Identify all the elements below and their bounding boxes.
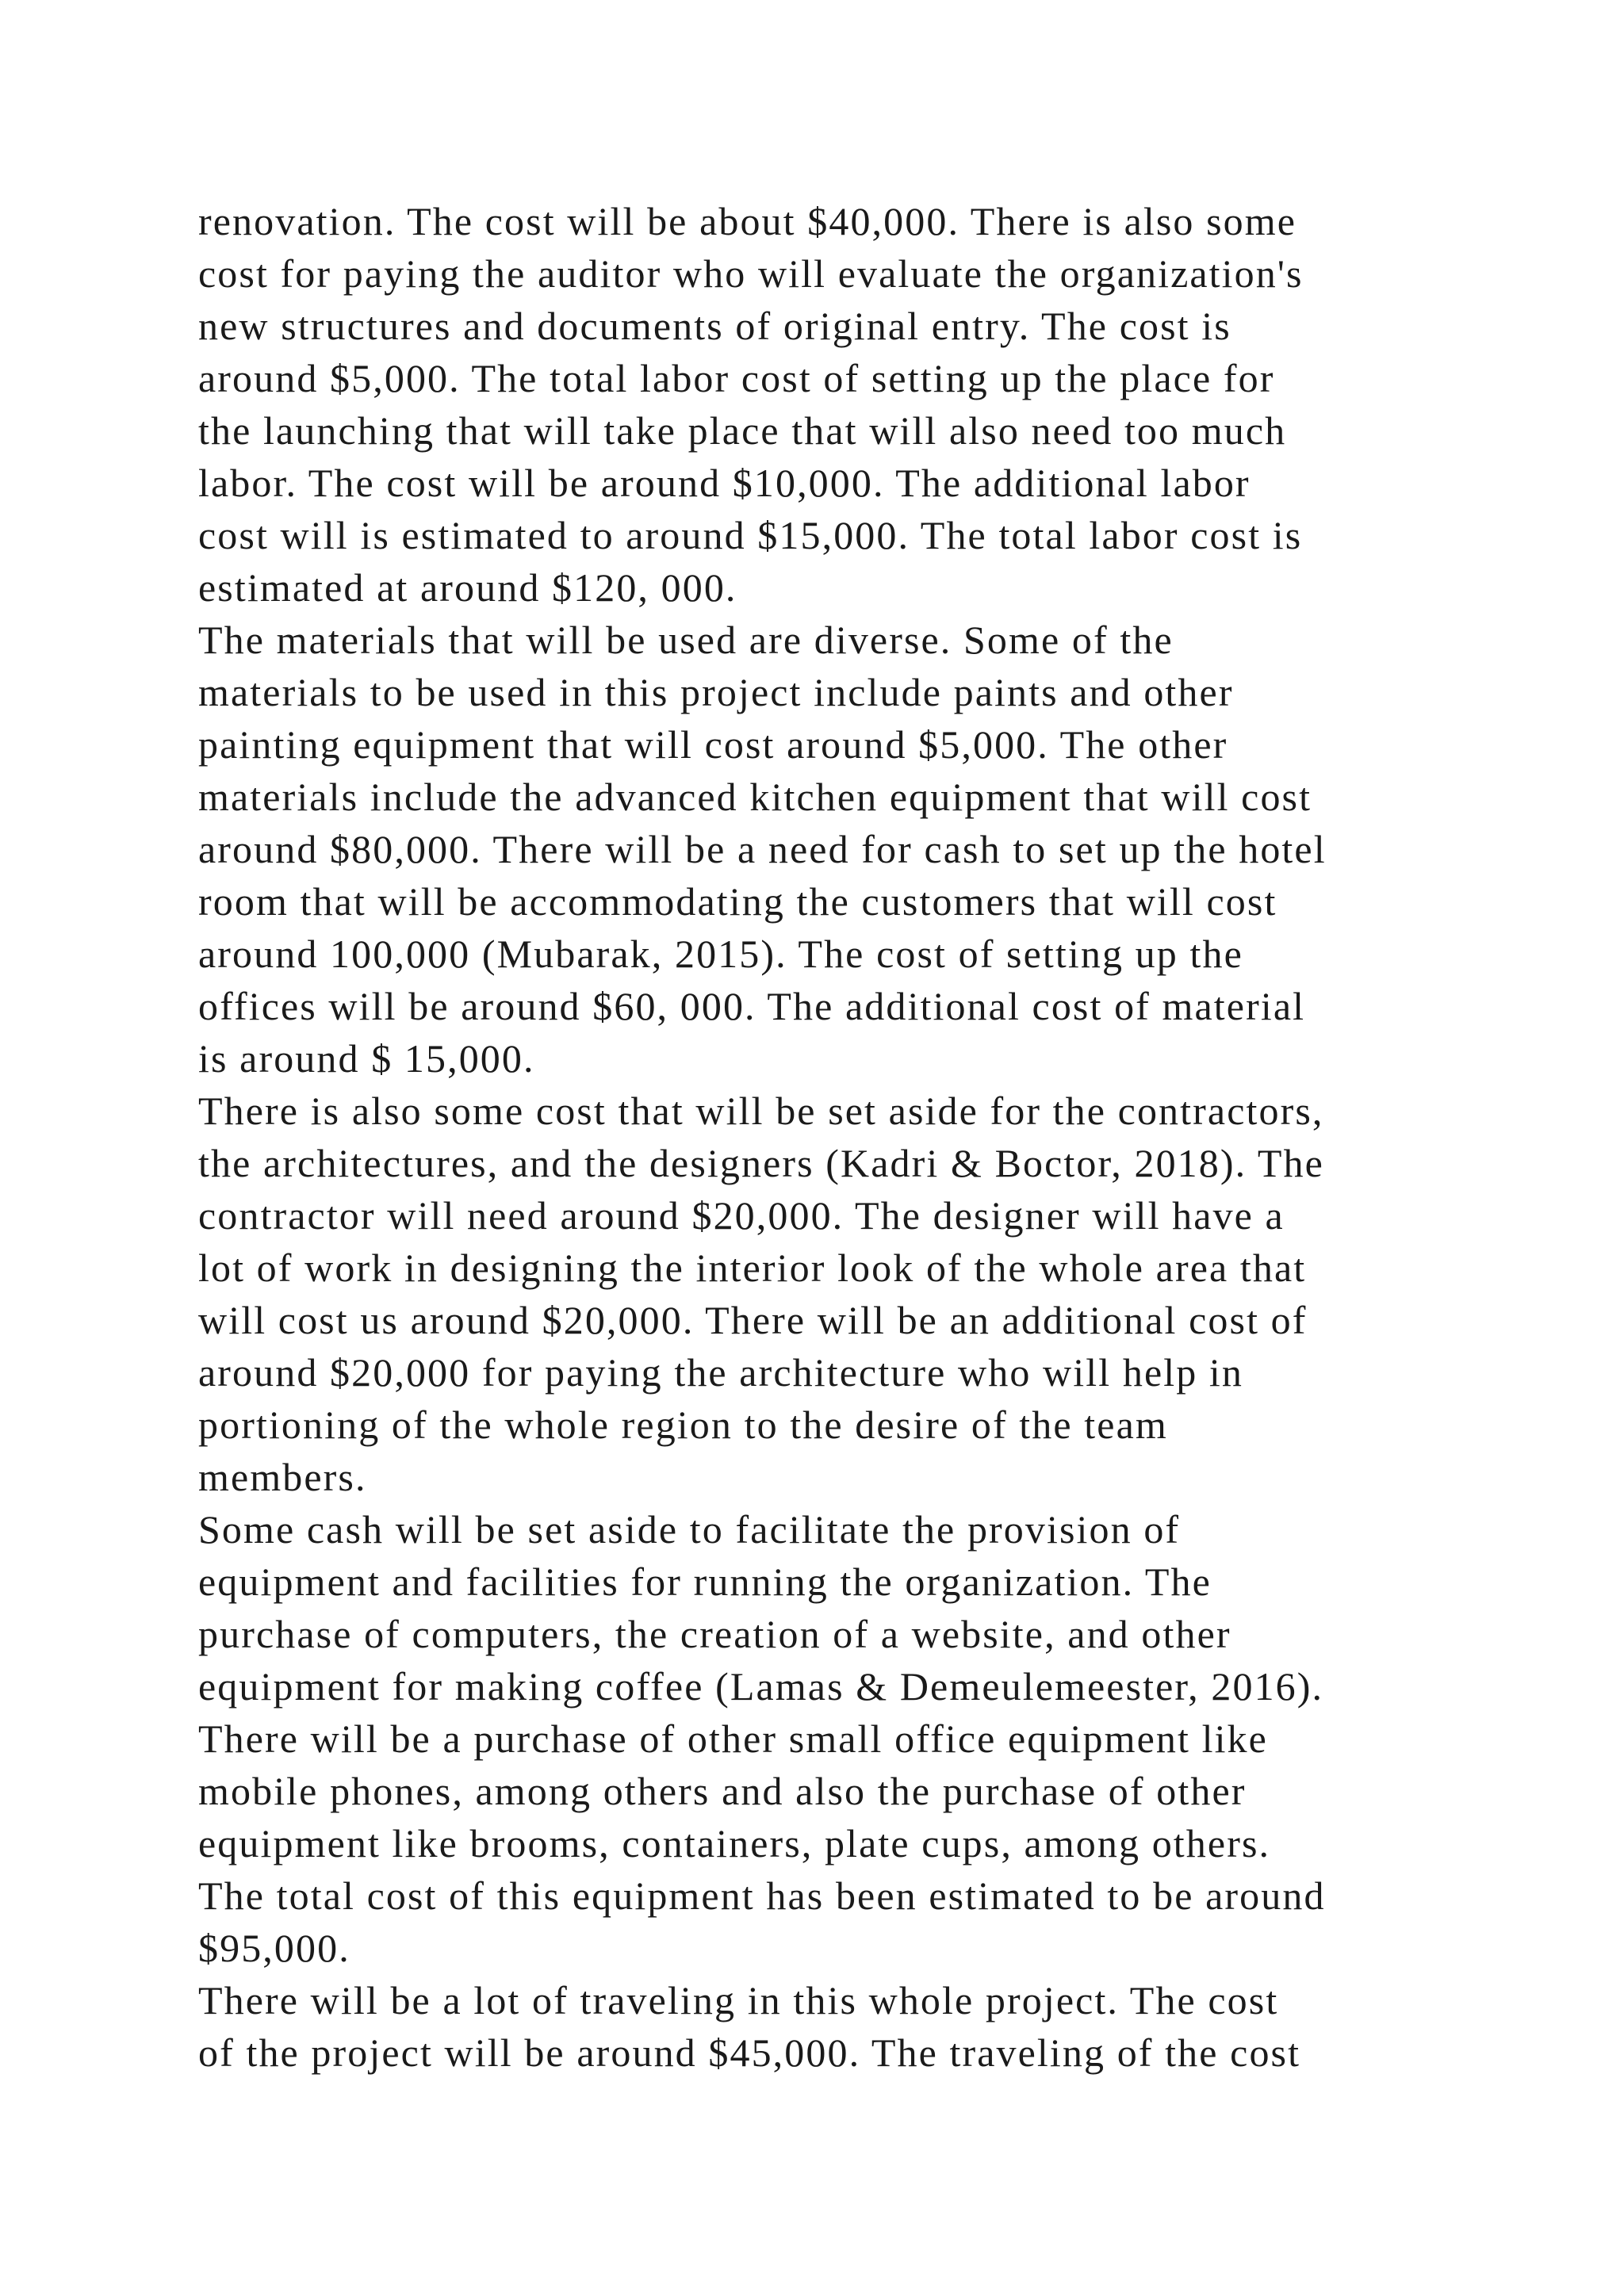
text-line: purchase of computers, the creation of a website, and other (198, 1612, 1231, 1656)
text-line: Some cash will be set aside to facilitate the provision of (198, 1507, 1181, 1552)
text-line: materials include the advanced kitchen equipment that will cost (198, 775, 1312, 819)
text-line: around $5,000. The total labor cost of setting up the place for (198, 356, 1275, 400)
text-line: The materials that will be used are diverse. Some of the (198, 618, 1174, 662)
text-line: labor. The cost will be around $10,000. The additional labor (198, 461, 1251, 505)
text-line: will cost us around $20,000. There will be an additional cost of (198, 1298, 1308, 1342)
text-line: mobile phones, among others and also the purchase of other (198, 1769, 1247, 1813)
text-line: equipment for making coffee (Lamas & Demeulemeester, 2016). (198, 1664, 1324, 1709)
text-line: materials to be used in this project include paints and other (198, 670, 1234, 714)
text-line: lot of work in designing the interior look of the whole area that (198, 1246, 1307, 1290)
text-line: contractor will need around $20,000. The designer will have a (198, 1193, 1285, 1238)
text-line: portioning of the whole region to the desire of the team (198, 1402, 1168, 1447)
text-line: around $20,000 for paying the architecture who will help in (198, 1350, 1244, 1395)
text-line: of the project will be around $45,000. The traveling of the cost (198, 2030, 1301, 2075)
text-line: The total cost of this equipment has been estimated to be around (198, 1873, 1326, 1918)
text-line: painting equipment that will cost around $5,000. The other (198, 722, 1228, 767)
text-line: equipment like brooms, containers, plate cups, among others. (198, 1821, 1271, 1866)
text-line: new structures and documents of original entry. The cost is (198, 304, 1231, 348)
text-line: the architectures, and the designers (Kadri & Boctor, 2018). The (198, 1141, 1324, 1185)
body-text (198, 195, 1499, 2079)
text-line: members. (198, 1455, 367, 1499)
text-line: around $80,000. There will be a need for cash to set up the hotel (198, 827, 1327, 871)
text-line: estimated at around $120, 000. (198, 565, 737, 610)
text-line: There will be a purchase of other small office equipment like (198, 1716, 1268, 1761)
text-line: around 100,000 (Mubarak, 2015). The cost of setting up the (198, 932, 1243, 976)
text-line: cost will is estimated to around $15,000. The total labor cost is (198, 513, 1303, 557)
text-line: renovation. The cost will be about $40,000. There is also some (198, 199, 1297, 243)
text-line: There is also some cost that will be set aside for the contractors, (198, 1089, 1324, 1133)
text-line: cost for paying the auditor who will evaluate the organization's (198, 251, 1304, 296)
text-line: the launching that will take place that will also need too much (198, 408, 1287, 453)
text-line: offices will be around $60, 000. The additional cost of material (198, 984, 1306, 1028)
text-line: room that will be accommodating the customers that will cost (198, 879, 1277, 924)
text-line: $95,000. (198, 1926, 350, 1970)
text-line: is around $ 15,000. (198, 1036, 535, 1081)
text-line: equipment and facilities for running the organization. The (198, 1559, 1212, 1604)
text-line: There will be a lot of traveling in this whole project. The cost (198, 1978, 1279, 2022)
